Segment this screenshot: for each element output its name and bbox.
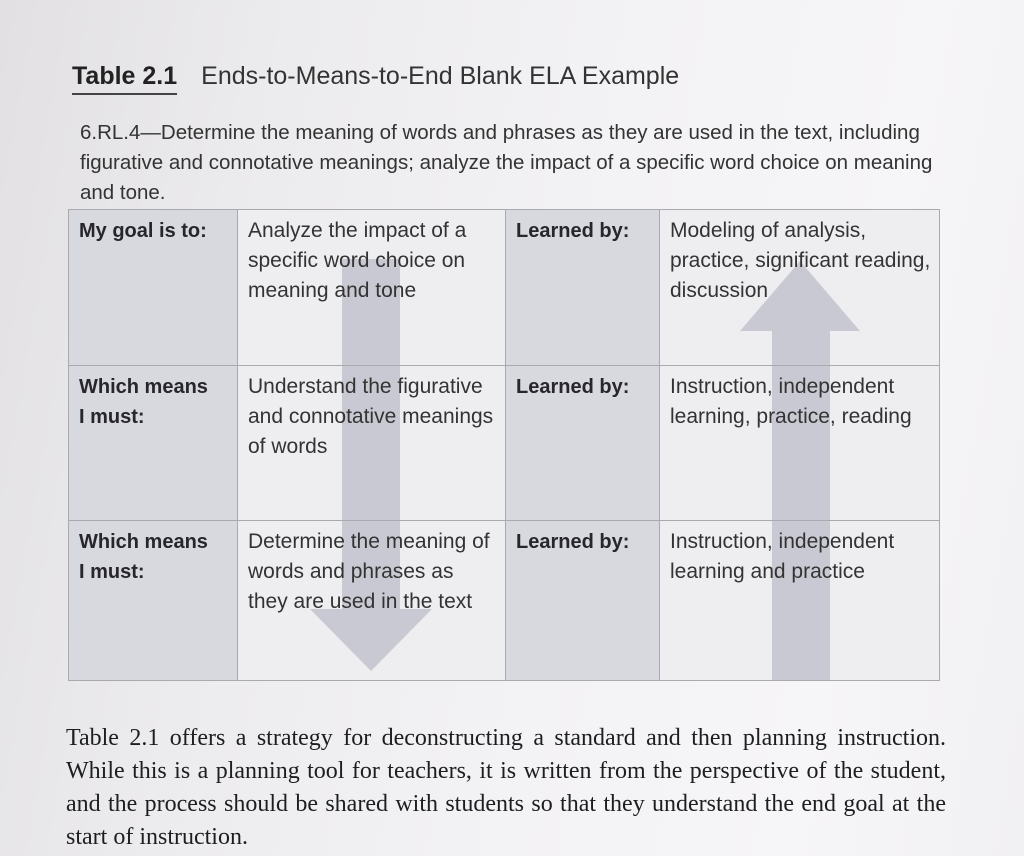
body-paragraph: Table 2.1 offers a strategy for deconstructing a standard and then planning instruction. While this is a planning tool for teachers, it is written from the perspective of the student, and the process should be shared with students so that they understand the end goal at the start of instruction. xyxy=(66,725,946,850)
table-number: Table 2.1 xyxy=(72,62,177,95)
table-grid xyxy=(68,209,940,681)
goal-label-cell: My goal is to: xyxy=(68,209,238,366)
means-text-cell: Understand the figurative and connotative meanings of words xyxy=(238,366,506,521)
standard-description: 6.RL.4—Determine the meaning of words and phrases as they are used in the text, including figurative and connotative meanings; analyze the impact of a specific word choice on meaning and tone. xyxy=(80,121,933,204)
ends-means-table xyxy=(68,209,940,681)
learned-text-cell: Instruction, independent learning, practice, reading xyxy=(660,366,940,521)
learned-text-cell: Instruction, independent learning and practice xyxy=(660,521,940,681)
learned-label-cell: Learned by: xyxy=(506,209,660,366)
learned-text-cell: Modeling of analysis, practice, significant reading, discussion xyxy=(660,209,940,366)
table-caption: Ends-to-Means-to-End Blank ELA Example xyxy=(201,62,680,90)
goal-text-cell: Analyze the impact of a specific word choice on meaning and tone xyxy=(238,209,506,366)
means-label-cell: Which means I must: xyxy=(68,521,238,681)
means-text-cell: Determine the meaning of words and phrases as they are used in the text xyxy=(238,521,506,681)
table-heading xyxy=(72,62,679,95)
means-label-cell: Which means I must: xyxy=(68,366,238,521)
learned-label-cell: Learned by: xyxy=(506,366,660,521)
learned-label-cell: Learned by: xyxy=(506,521,660,681)
